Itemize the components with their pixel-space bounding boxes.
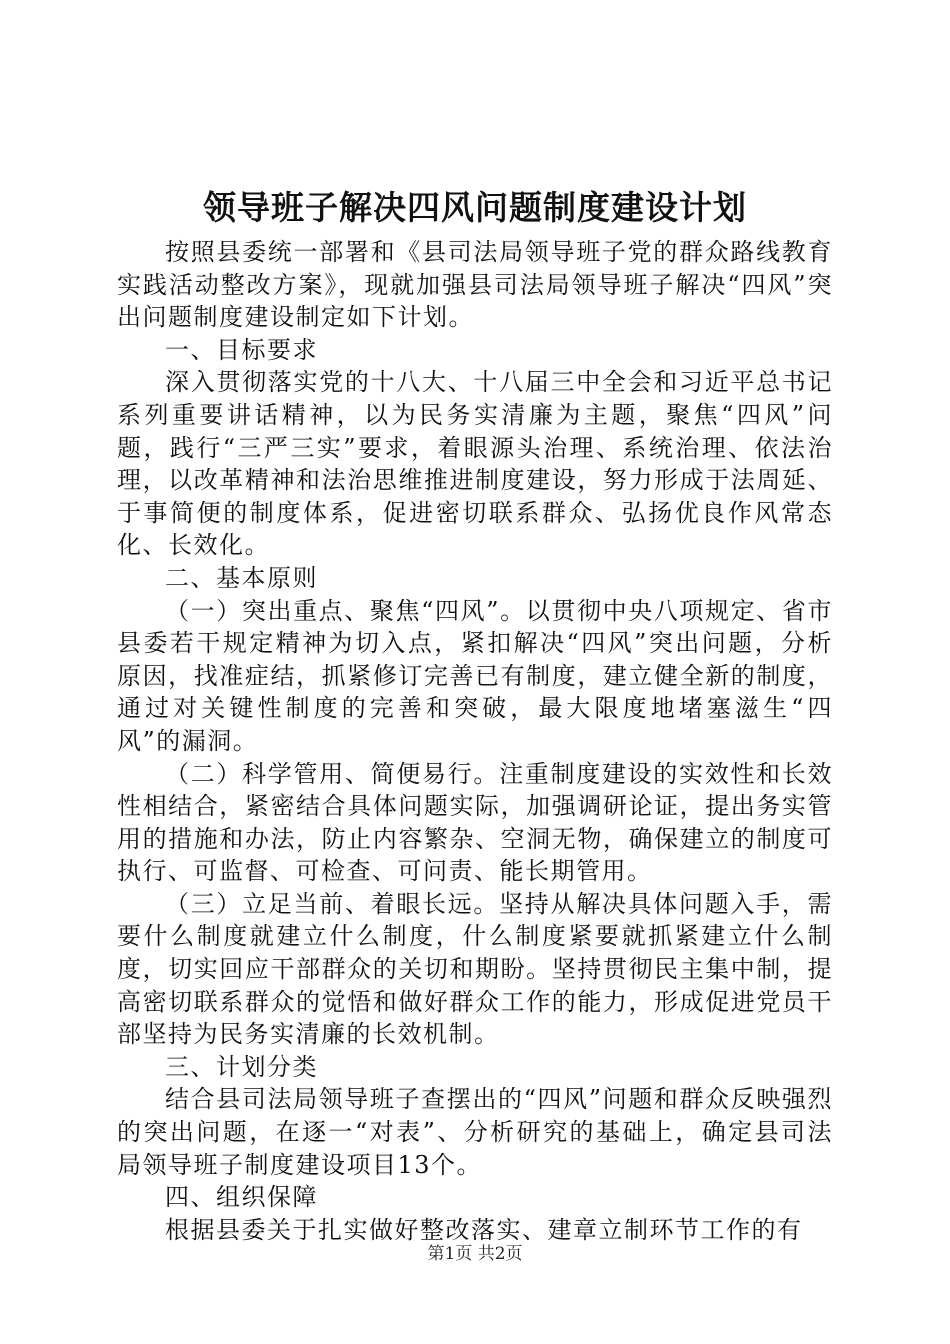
heading-plan-categories: 三、计划分类 bbox=[165, 1052, 318, 1081]
paragraph-principle-2: （二）科学管用、简便易行。注重制度建设的实效性和长效性相结合，紧密结合具体问题实际，加强调研论证，提出务实管用的措施和办法，防止内容繁杂、空洞无物，确保建立的制度可执行、可监督、可检查、可问责、能长期管用。 bbox=[117, 759, 833, 886]
paragraph-intro: 按照县委统一部署和《县司法局领导班子党的群众路线教育实践活动整改方案》，现就加强县司法局领导班子解决“四风”突出问题制度建设制定如下计划。 bbox=[117, 238, 833, 332]
heading-principles: 二、基本原则 bbox=[165, 563, 318, 592]
paragraph-plan-categories: 结合县司法局领导班子查摆出的“四风”问题和群众反映强烈的突出问题，在逐一“对表”、分析研究的基础上，确定县司法局领导班子制度建设项目13个。 bbox=[117, 1085, 833, 1179]
paragraph-principle-1: （一）突出重点、聚焦“四风”。以贯彻中央八项规定、省市县委若干规定精神为切入点，紧扣解决“四风”突出问题，分析原因，找准症结，抓紧修订完善已有制度，建立健全新的制度，通过对关键性制度的完善和突破，最大限度地堵塞滋生“四风”的漏洞。 bbox=[117, 596, 833, 755]
heading-goals: 一、目标要求 bbox=[165, 335, 318, 364]
paragraph-principle-3: （三）立足当前、着眼长远。坚持从解决具体问题入手，需要什么制度就建立什么制度，什么制度紧要就抓紧建立什么制度，切实回应干部群众的关切和期盼。坚持贯彻民主集中制，提高密切联系群众的觉悟和做好群众工作的能力，形成促进党员干部坚持为民务实清廉的长效机制。 bbox=[117, 889, 833, 1049]
page-number-footer: 第1页 共2页 bbox=[427, 1244, 523, 1264]
paragraph-organization: 根据县委关于扎实做好整改落实、建章立制环节工作的有 bbox=[165, 1215, 803, 1244]
document-title: 领导班子解决四风问题制度建设计划 bbox=[203, 188, 747, 227]
heading-organization: 四、组织保障 bbox=[165, 1183, 318, 1212]
document-body bbox=[117, 236, 833, 1246]
paragraph-goals: 深入贯彻落实党的十八大、十八届三中全会和习近平总书记系列重要讲话精神，以为民务实清廉为主题，聚焦“四风”问题，践行“三严三实”要求，着眼源头治理、系统治理、依法治理，以改革精神和法治思维推进制度建设，努力形成于法周延、于事简便的制度体系，促进密切联系群众、弘扬优良作风常态化、长效化。 bbox=[117, 368, 833, 560]
